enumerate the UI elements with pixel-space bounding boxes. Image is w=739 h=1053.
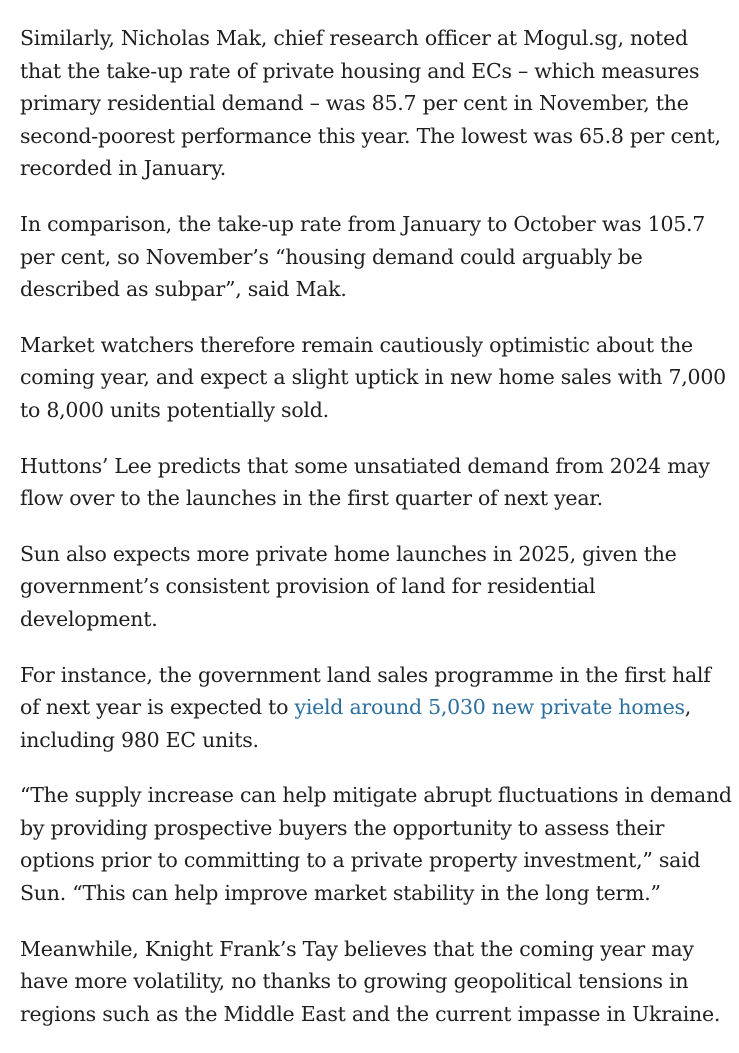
- paragraph-huttons-lee: Huttons’ Lee predicts that some unsatiated demand from 2024 may flow over to the launches in the first quarter of next year.: [20, 453, 710, 511]
- paragraph-comparison: In comparison, the take-up rate from January to October was 105.7 per cent, so November’s “housing demand could arguably be described as subpar”, said Mak.: [20, 211, 706, 302]
- land-sales-text-after: , including 980 EC units.: [20, 695, 692, 752]
- article-body: [20, 22, 732, 1053]
- yield-homes-link[interactable]: yield around 5,030 new private homes: [294, 695, 685, 720]
- paragraph-take-up-rate: Similarly, Nicholas Mak, chief research officer at Mogul.sg, noted that the take-up rate of private housing and ECs – which measures primary residential demand – was 85.7 per cent in November, the second-poorest performance this year. The lowest was 65.8 per cent, recorded in January.: [20, 26, 721, 181]
- paragraph-knight-frank: Meanwhile, Knight Frank’s Tay believes that the coming year may have more volatility, no thanks to growing geopolitical tensions in regions such as the Middle East and the current impasse in Ukraine.: [20, 936, 721, 1026]
- paragraph-land-sales: [20, 659, 732, 757]
- paragraph-sun-launches: Sun also expects more private home launches in 2025, given the government’s consistent provision of land for residential development.: [20, 541, 677, 631]
- paragraph-supply-quote: “The supply increase can help mitigate abrupt fluctuations in demand by providing prospective buyers the opportunity to assess their options prior to committing to a private property investment,” said Sun. “This can help improve market stability in the long term.”: [20, 783, 732, 906]
- land-sales-text-before: For instance, the government land sales programme in the first half of next year is expected to: [20, 662, 711, 720]
- paragraph-market-watchers: Market watchers therefore remain cautiously optimistic about the coming year, and expect a slight uptick in new home sales with 7,000 to 8,000 units potentially sold.: [20, 332, 726, 422]
